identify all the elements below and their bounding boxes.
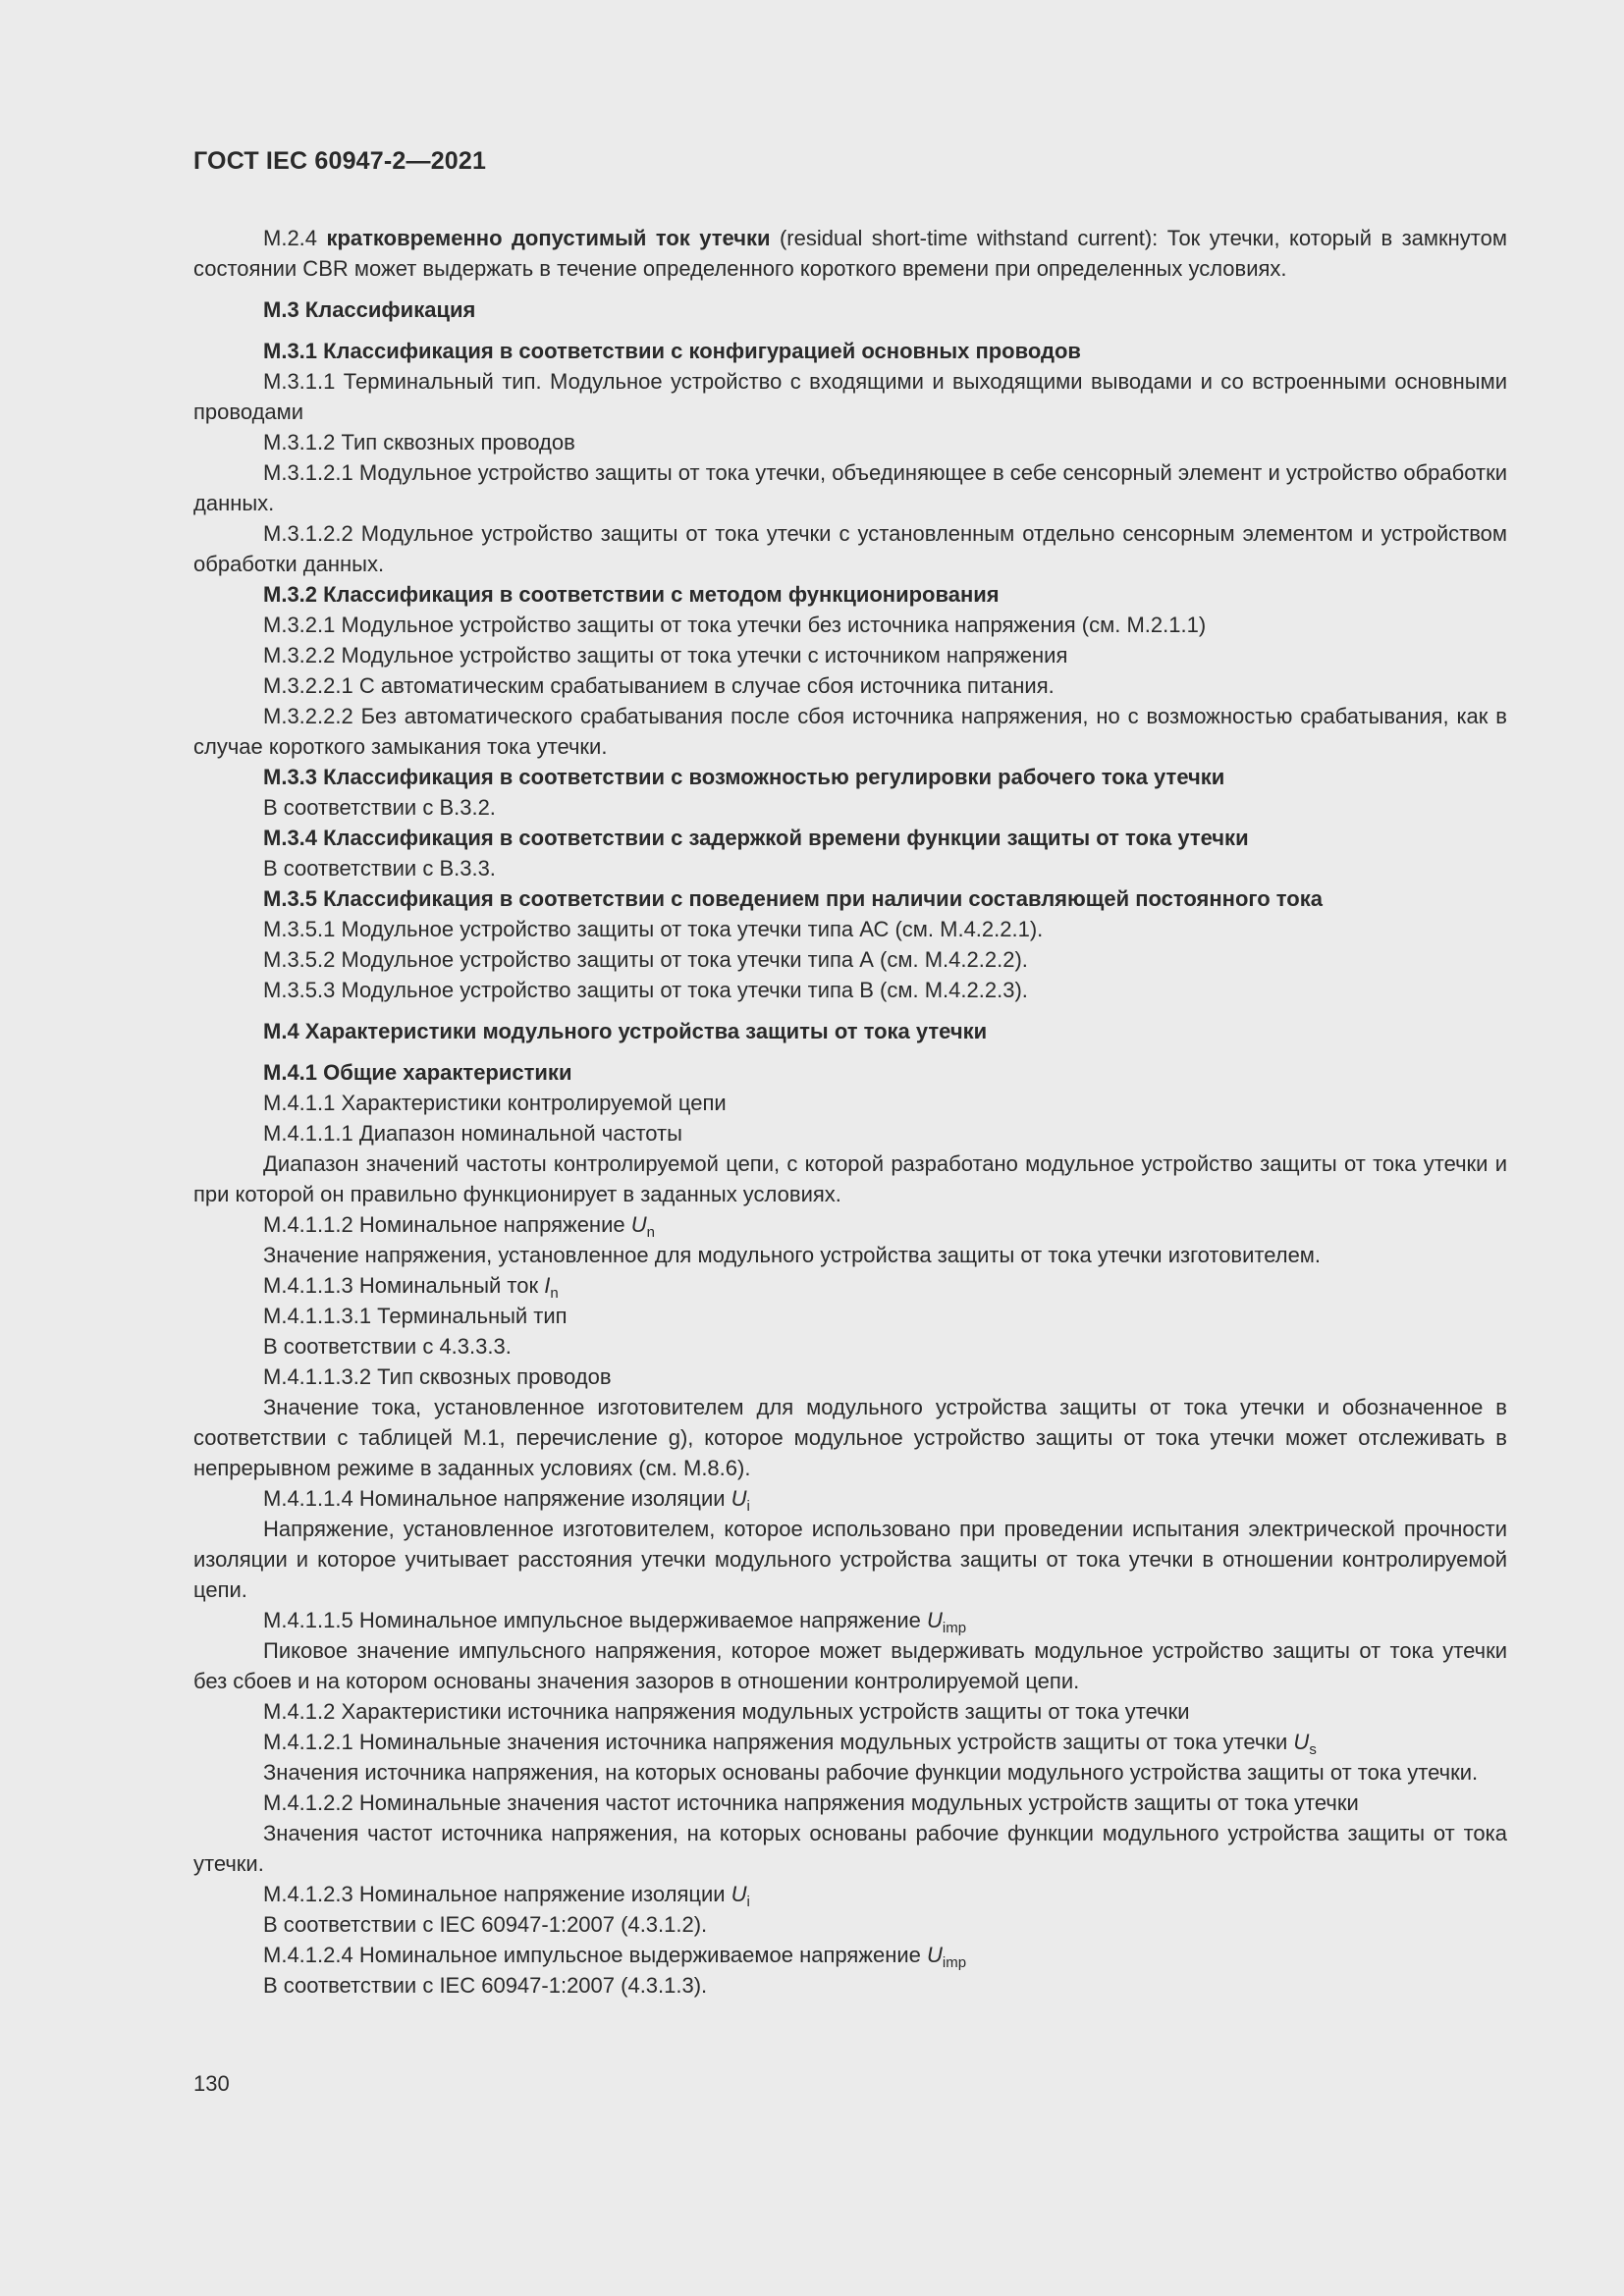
- paragraph: [193, 366, 1507, 427]
- paragraph: [193, 1240, 1507, 1270]
- term: кратковременно допустимый ток утечки: [326, 226, 771, 250]
- text-run: M.3 Классификация: [263, 297, 476, 322]
- text-run: M.3.1.1 Терминальный тип. Модульное устройство с входящими и выходящими выводами и со встроенными основными проводами: [193, 369, 1507, 424]
- text-run: M.4 Характеристики модульного устройства защиты от тока утечки: [263, 1019, 988, 1043]
- section-heading: [193, 1016, 1507, 1046]
- subscript: imp: [942, 1620, 967, 1636]
- text-run: M.3.2.2 Модульное устройство защиты от тока утечки с источником напряжения: [263, 643, 1068, 667]
- paragraph: [193, 427, 1507, 457]
- paragraph: [193, 1757, 1507, 1788]
- subscript: i: [746, 1894, 750, 1910]
- paragraph: [193, 1605, 1507, 1635]
- paragraph: [193, 1909, 1507, 1940]
- subscript: s: [1309, 1741, 1317, 1758]
- text-run: M.4.1.1.3 Номинальный ток: [263, 1273, 545, 1298]
- text-run: В соответствии с 4.3.3.3.: [263, 1334, 512, 1359]
- paragraph: [193, 1331, 1507, 1362]
- section-heading: [193, 823, 1507, 853]
- subscript: n: [646, 1224, 655, 1241]
- text-run: M.3.4 Классификация в соответствии с задержкой времени функции защиты от тока утечки: [263, 826, 1249, 850]
- text-run: M.3.1.2.2 Модульное устройство защиты от тока утечки с установленным отдельно сенсорным элементом и устройством обработки данных.: [193, 521, 1507, 576]
- section-heading: [193, 762, 1507, 792]
- paragraph: [193, 975, 1507, 1005]
- paragraph: [193, 1696, 1507, 1727]
- paragraph: [193, 1727, 1507, 1757]
- document-body: [193, 223, 1507, 2001]
- page-number: 130: [193, 2071, 230, 2096]
- section-heading: [193, 294, 1507, 325]
- text-run: M.2.4: [263, 226, 327, 250]
- paragraph: [193, 1209, 1507, 1240]
- text-run: M.3.5.2 Модульное устройство защиты от тока утечки типа А (см. M.4.2.2.2).: [263, 947, 1028, 972]
- paragraph: [193, 1970, 1507, 2001]
- symbol: U: [927, 1608, 943, 1632]
- paragraph: [193, 1392, 1507, 1483]
- paragraph: [193, 1879, 1507, 1909]
- symbol: U: [731, 1486, 747, 1511]
- text-run: В соответствии с B.3.3.: [263, 856, 496, 881]
- text-run: Напряжение, установленное изготовителем, которое использовано при проведении испытания электрической прочности изоляции и которое учитывает расстояния утечки модульного устройства защиты от тока утечки в отношении контролируемой цепи.: [193, 1517, 1507, 1602]
- text-run: В соответствии с B.3.2.: [263, 795, 496, 820]
- text-run: M.3.5 Классификация в соответствии с поведением при наличии составляющей постоянного тока: [263, 886, 1323, 911]
- text-run: Значения частот источника напряжения, на которых основаны рабочие функции модульного устройства защиты от тока утечки.: [193, 1821, 1507, 1876]
- paragraph: [193, 1818, 1507, 1879]
- text-run: M.4.1.2.1 Номинальные значения источника напряжения модульных устройств защиты от тока утечки: [263, 1730, 1294, 1754]
- paragraph: [193, 457, 1507, 518]
- symbol: U: [1293, 1730, 1310, 1754]
- text-run: M.4.1.1.2 Номинальное напряжение: [263, 1212, 631, 1237]
- paragraph: [193, 701, 1507, 762]
- symbol: U: [630, 1212, 647, 1237]
- subscript: n: [550, 1285, 559, 1302]
- paragraph: [193, 1148, 1507, 1209]
- text-run: M.4.1.1.3.1 Терминальный тип: [263, 1304, 568, 1328]
- document-header: ГОСТ IEC 60947-2—2021: [193, 147, 487, 175]
- paragraph: [193, 1483, 1507, 1514]
- text-run: M.3.1.2.1 Модульное устройство защиты от тока утечки, объединяющее в себе сенсорный элемент и устройство обработки данных.: [193, 460, 1507, 515]
- text-run: M.4.1 Общие характеристики: [263, 1060, 572, 1085]
- section-heading: [193, 336, 1507, 366]
- text-run: M.4.1.1.3.2 Тип сквозных проводов: [263, 1364, 612, 1389]
- text-run: M.3.5.1 Модульное устройство защиты от тока утечки типа АС (см. M.4.2.2.1).: [263, 917, 1044, 941]
- text-run: M.3.5.3 Модульное устройство защиты от тока утечки типа В (см. M.4.2.2.3).: [263, 978, 1028, 1002]
- paragraph: [193, 640, 1507, 670]
- symbol: U: [927, 1943, 943, 1967]
- section-heading: [193, 1057, 1507, 1088]
- paragraph: [193, 1088, 1507, 1118]
- text-run: M.3.2 Классификация в соответствии с методом функционирования: [263, 582, 1000, 607]
- text-run: M.4.1.2.4 Номинальное импульсное выдерживаемое напряжение: [263, 1943, 928, 1967]
- paragraph: [193, 1940, 1507, 1970]
- subscript: imp: [942, 1954, 967, 1971]
- text-run: M.3.2.2.1 С автоматическим срабатыванием в случае сбоя источника питания.: [263, 673, 1055, 698]
- text-run: В соответствии с IEC 60947-1:2007 (4.3.1.2).: [263, 1912, 708, 1937]
- subscript: i: [746, 1498, 750, 1515]
- text-run: M.4.1.2.2 Номинальные значения частот источника напряжения модульных устройств защиты от тока утечки: [263, 1790, 1359, 1815]
- text-run: Значения источника напряжения, на которых основаны рабочие функции модульного устройства защиты от тока утечки.: [263, 1760, 1479, 1785]
- text-run: M.3.2.1 Модульное устройство защиты от тока утечки без источника напряжения (см. M.2.1.1): [263, 613, 1207, 637]
- symbol: I: [544, 1273, 551, 1298]
- paragraph: [193, 1270, 1507, 1301]
- paragraph: [193, 1362, 1507, 1392]
- text-run: M.3.2.2.2 Без автоматического срабатывания после сбоя источника напряжения, но с возможностью срабатывания, как в случае короткого замыкания тока утечки.: [193, 704, 1507, 759]
- text-run: M.3.3 Классификация в соответствии с возможностью регулировки рабочего тока утечки: [263, 765, 1225, 789]
- text-run: M.3.1.2 Тип сквозных проводов: [263, 430, 575, 454]
- text-run: M.4.1.1.5 Номинальное импульсное выдерживаемое напряжение: [263, 1608, 928, 1632]
- paragraph: [193, 914, 1507, 944]
- section-heading: [193, 579, 1507, 610]
- text-run: Значение напряжения, установленное для модульного устройства защиты от тока утечки изготовителем.: [263, 1243, 1322, 1267]
- text-run: M.4.1.2 Характеристики источника напряжения модульных устройств защиты от тока утечки: [263, 1699, 1190, 1724]
- symbol: U: [731, 1882, 747, 1906]
- text-run: M.3.1 Классификация в соответствии с конфигурацией основных проводов: [263, 339, 1081, 363]
- paragraph: [193, 944, 1507, 975]
- paragraph: [193, 518, 1507, 579]
- text-run: M.4.1.1.4 Номинальное напряжение изоляции: [263, 1486, 731, 1511]
- paragraph: [193, 610, 1507, 640]
- paragraph: [193, 670, 1507, 701]
- section-heading: [193, 883, 1507, 914]
- paragraph: [193, 1301, 1507, 1331]
- text-run: M.4.1.1.1 Диапазон номинальной частоты: [263, 1121, 682, 1146]
- paragraph: [193, 1788, 1507, 1818]
- text-run: M.4.1.1 Характеристики контролируемой цепи: [263, 1091, 727, 1115]
- text-run: (residual short-time withstand current): Ток утечки, который в замкнутом состоянии CBR может выдержать в течение определенного короткого времени при определенных условиях.: [193, 226, 1507, 281]
- text-run: M.4.1.2.3 Номинальное напряжение изоляции: [263, 1882, 731, 1906]
- paragraph: [193, 223, 1507, 284]
- text-run: Значение тока, установленное изготовителем для модульного устройства защиты от тока утечки и обозначенное в соответствии с таблицей M.1, перечисление g), которое модульное устройство защиты от тока утечки может отслеживать в непрерывном режиме в заданных условиях (см. M.8.6).: [193, 1395, 1507, 1480]
- paragraph: [193, 1514, 1507, 1605]
- text-run: В соответствии с IEC 60947-1:2007 (4.3.1.3).: [263, 1973, 708, 1998]
- text-run: Диапазон значений частоты контролируемой цепи, с которой разработано модульное устройство защиты от тока утечки и при которой он правильно функционирует в заданных условиях.: [193, 1151, 1507, 1206]
- paragraph: [193, 1118, 1507, 1148]
- paragraph: [193, 853, 1507, 883]
- text-run: Пиковое значение импульсного напряжения, которое может выдерживать модульное устройство защиты от тока утечки без сбоев и на котором основаны значения зазоров в отношении контролируемой цепи.: [193, 1638, 1507, 1693]
- paragraph: [193, 1635, 1507, 1696]
- paragraph: [193, 792, 1507, 823]
